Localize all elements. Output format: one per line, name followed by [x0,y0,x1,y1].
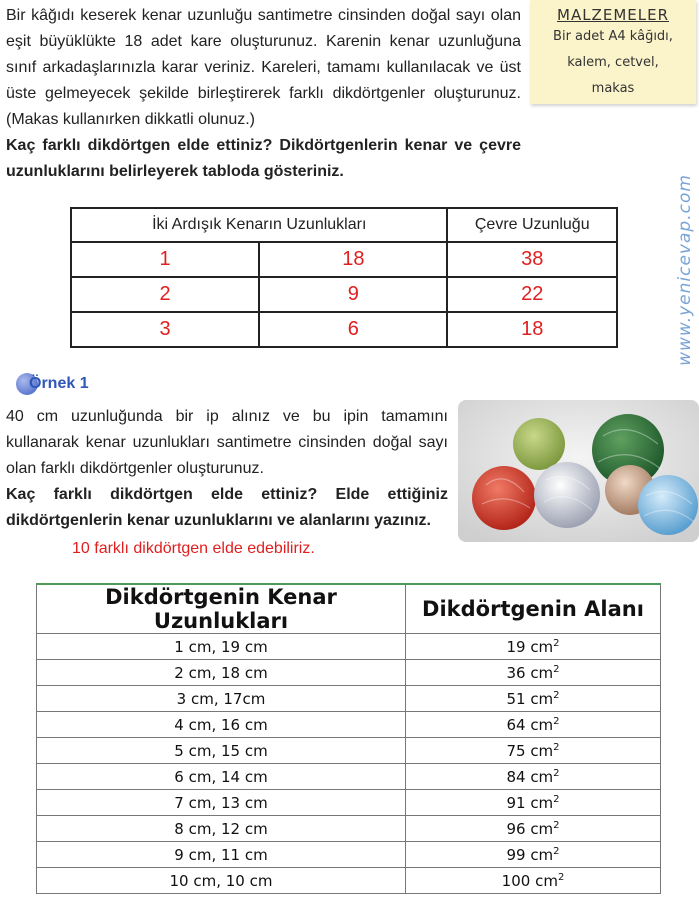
sides-cell: 1 cm, 19 cm [37,634,406,660]
area-cell: 100 $cm^2$ [406,868,661,894]
area-table [36,583,661,894]
activity-question: Kaç farklı dikdörtgen elde ettiniz? Dikdörtgenlerin kenar ve çevre uzunluklarını belirleyerek tabloda gösteriniz. [6,137,521,180]
area-cell: 99 $cm^2$ [406,842,661,868]
area-cell: 64 $cm^2$ [406,712,661,738]
sides-cell: 8 cm, 12 cm [37,816,406,842]
table-row [37,686,661,712]
sides-cell: 9 cm, 11 cm [37,842,406,868]
perimeter-table [70,207,618,348]
area-cell: 91 $cm^2$ [406,790,661,816]
watermark-text: www.yenicevap.com [675,174,695,366]
table-row [71,312,617,347]
area-cell: 75 $cm^2$ [406,738,661,764]
table-row [37,816,661,842]
materials-note [530,0,696,104]
table-row [37,842,661,868]
side-b-cell: 9 [259,277,447,312]
table-row [37,712,661,738]
sides-cell: 5 cm, 15 cm [37,738,406,764]
activity-text [6,3,521,185]
table-row [37,660,661,686]
materials-line: makas [591,81,635,96]
materials-title: MALZEMELER [557,6,669,24]
side-a-cell: 2 [71,277,259,312]
yarn-balls-photo [458,400,699,542]
materials-line: kalem, cetvel, [567,55,659,70]
area-cell: 51 $cm^2$ [406,686,661,712]
sides-cell: 2 cm, 18 cm [37,660,406,686]
area-cell: 36 $cm^2$ [406,660,661,686]
side-a-cell: 1 [71,242,259,277]
sides-cell: 3 cm, 17cm [37,686,406,712]
watermark [670,160,699,380]
perimeter-cell: 38 [447,242,617,277]
area-cell: 96 $cm^2$ [406,816,661,842]
perimeter-cell: 22 [447,277,617,312]
column-header-perimeter: Çevre Uzunluğu [447,208,617,242]
perimeter-cell: 18 [447,312,617,347]
area-cell: 19 $cm^2$ [406,634,661,660]
table-row [71,277,617,312]
materials-line: Bir adet A4 kâğıdı, [553,29,673,44]
sides-cell: 4 cm, 16 cm [37,712,406,738]
table-row [37,634,661,660]
table-row [71,242,617,277]
area-cell: 84 $cm^2$ [406,764,661,790]
sides-cell: 6 cm, 14 cm [37,764,406,790]
side-a-cell: 3 [71,312,259,347]
column-header-area: Dikdörtgenin Alanı [406,584,661,634]
example-instructions: 40 cm uzunluğunda bir ip alınız ve bu ipin tamamını kullanarak kenar uzunlukları santimetre cinsinden doğal sayı olan farklı dikdörtgenler oluşturunuz. [6,408,448,477]
example-question: Kaç farklı dikdörtgen elde ettiniz? Elde ettiğiniz dikdörtgenlerin kenar uzunluklarını ve alanlarını yazınız. [6,486,448,529]
sides-cell: 10 cm, 10 cm [37,868,406,894]
table-row [37,868,661,894]
side-b-cell: 18 [259,242,447,277]
activity-instructions: Bir kâğıdı keserek kenar uzunluğu santimetre cinsinden doğal sayı olan eşit büyüklükte 18 adet kare oluşturunuz. Karenin kenar uzunluğuna sınıf arkadaşlarınızla karar veriniz. Kareleri, tamamı kullanılacak ve üst üste gelmeyecek şekilde birleştirerek farklı dikdörtgenler oluşturunuz. (Makas kullanırken dikkatli olunuz.) [6,7,521,128]
column-header-side-lengths: Dikdörtgenin Kenar Uzunlukları [37,584,406,634]
column-header-sides: İki Ardışık Kenarın Uzunlukları [71,208,447,242]
example-text [6,404,448,534]
table-row [37,738,661,764]
table-row [37,790,661,816]
sides-cell: 7 cm, 13 cm [37,790,406,816]
side-b-cell: 6 [259,312,447,347]
table-row [37,764,661,790]
example-title: Örnek 1 [29,375,89,392]
example-answer: 10 farklı dikdörtgen elde edebiliriz. [72,540,315,557]
